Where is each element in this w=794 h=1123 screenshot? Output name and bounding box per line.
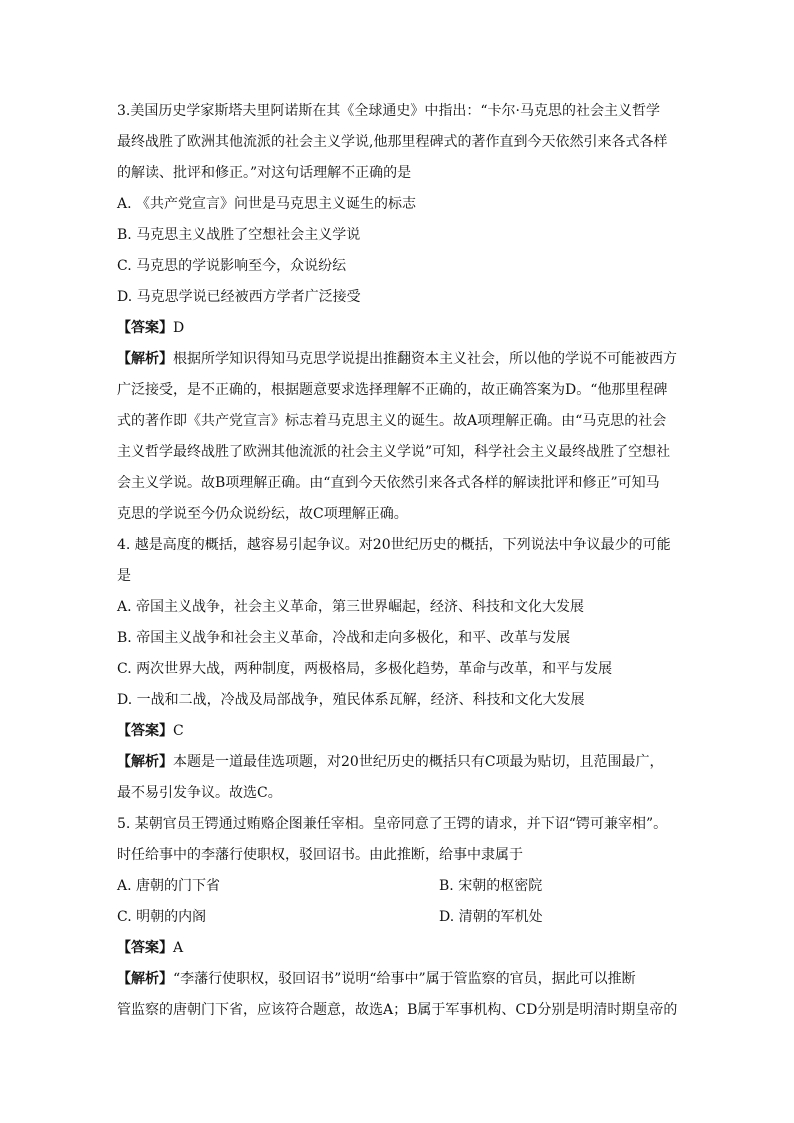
option-b: B. 宋朝的枢密院: [439, 878, 543, 894]
answer-value: C: [173, 723, 184, 739]
option-a: A. 唐朝的门下省: [117, 878, 221, 894]
question-stem-line: 3.美国历史学家斯塔夫里阿诺斯在其《全球通史》中指出：“卡尔·马克思的社会主义哲学: [117, 103, 660, 119]
option-d: D. 清朝的军机处: [439, 909, 543, 925]
answer-value: D: [173, 320, 185, 336]
answer-line: [117, 313, 677, 344]
option-b: B. 马克思主义战胜了空想社会主义学说: [117, 227, 361, 243]
option-a: A. 帝国主义战争，社会主义革命，第三世界崛起，经济、科技和文化大发展: [117, 599, 585, 615]
document-page: [117, 96, 677, 1026]
analysis-line: 管监察的唐朝门下省，应该符合题意，故选A；B属于军事机构、CD分别是明清时期皇帝的: [117, 1002, 678, 1018]
question-stem-line: 的解读、批评和修正。”对这句话理解不正确的是: [117, 165, 412, 181]
analysis-line: 广泛接受，是不正确的，根据题意要求选择理解不正确的，故正确答案为D。“他那里程碑: [117, 382, 668, 398]
option-b: B. 帝国主义战争和社会主义革命，冷战和走向多极化，和平、改革与发展: [117, 630, 571, 646]
option-c: C. 两次世界大战，两种制度，两极格局，多极化趋势，革命与改革，和平与发展: [117, 661, 613, 677]
analysis-line: 会主义学说。故B项理解正确。由“直到今天依然引来各式各样的解读批评和修正”可知马: [117, 475, 660, 491]
option-c: C. 马克思的学说影响至今，众说纷纭: [117, 258, 347, 274]
option-d: D. 一战和二战，冷战及局部战争，殖民体系瓦解，经济、科技和文化大发展: [117, 692, 585, 708]
question-3: [117, 96, 677, 530]
answer-tag: 【答案】: [117, 320, 173, 336]
analysis-tag: 【解析】: [117, 351, 173, 367]
question-stem-line: 时任给事中的李藩行使职权，驳回诏书。由此推断，给事中隶属于: [117, 847, 523, 863]
analysis-tag: 【解析】: [117, 754, 173, 770]
analysis-line: 最不易引发争议。故选C。: [117, 785, 282, 801]
question-stem-line: 是: [117, 568, 131, 584]
question-stem-line: 5. 某朝官员王锷通过贿赂企图兼任宰相。皇帝同意了王锷的请求，并下诏“锷可兼宰相”。: [117, 816, 668, 832]
answer-tag: 【答案】: [117, 940, 173, 956]
question-stem-line: 4. 越是高度的概括，越容易引起争议。对20世纪历史的概括，下列说法中争议最少的可能: [117, 537, 671, 553]
analysis-text: 本题是一道最佳选项题，对20世纪历史的概括只有C项最为贴切，且范围最广，: [173, 754, 664, 770]
analysis-line: 式的著作即《共产党宣言》标志着马克思主义的诞生。故A项理解正确。由“马克思的社会: [117, 413, 667, 429]
analysis-line: [117, 747, 677, 778]
answer-tag: 【答案】: [117, 723, 173, 739]
options-row: [117, 902, 677, 933]
answer-value: A: [173, 940, 184, 956]
option-c: C. 明朝的内阁: [117, 909, 207, 925]
analysis-line: [117, 344, 677, 375]
analysis-line: [117, 964, 677, 995]
question-stem-line: 最终战胜了欧洲其他流派的社会主义学说,他那里程碑式的著作直到今天依然引来各式各样: [117, 134, 668, 150]
analysis-line: 主义哲学最终战胜了欧洲其他流派的社会主义学说”可知，科学社会主义最终战胜了空想社: [117, 444, 671, 460]
analysis-line: 克思的学说至今仍众说纷纭，故C项理解正确。: [117, 506, 408, 522]
question-4: [117, 530, 677, 809]
option-a: A. 《共产党宣言》问世是马克思主义诞生的标志: [117, 196, 417, 212]
answer-line: [117, 716, 677, 747]
question-5: [117, 809, 677, 1026]
option-d: D. 马克思学说已经被西方学者广泛接受: [117, 289, 361, 305]
options-row: [117, 871, 677, 902]
analysis-text: “李藩行使职权，驳回诏书”说明“给事中”属于管监察的官员，据此可以推断: [173, 971, 636, 987]
answer-line: [117, 933, 677, 964]
analysis-tag: 【解析】: [117, 971, 173, 987]
analysis-text: 根据所学知识得知马克思学说提出推翻资本主义社会，所以他的学说不可能被西方: [173, 351, 677, 367]
